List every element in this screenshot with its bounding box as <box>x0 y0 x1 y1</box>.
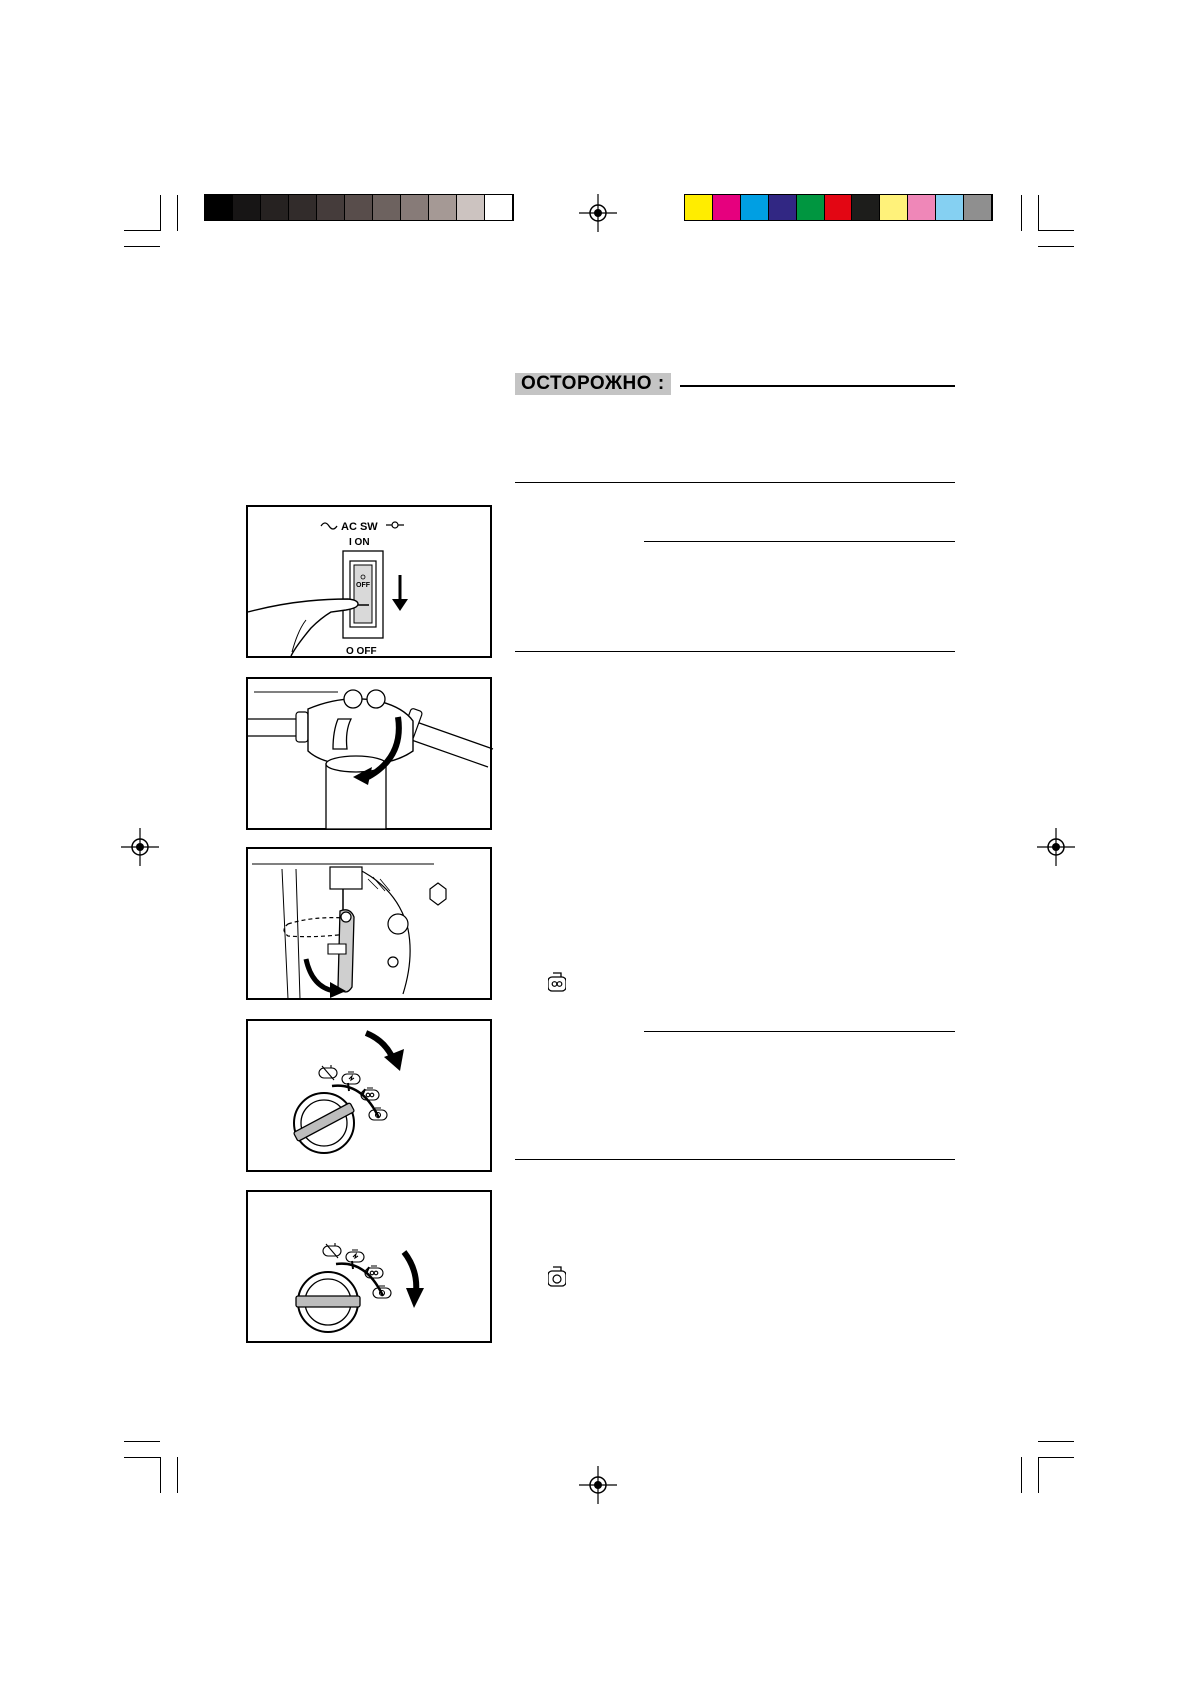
choke-symbol-icon <box>548 970 566 992</box>
color-swatch <box>936 195 964 220</box>
crop-mark-top-right-v1 <box>1021 195 1022 231</box>
gray-scale-bar <box>204 194 514 221</box>
gray-swatch <box>373 195 401 220</box>
figure-key-switch-2 <box>246 1190 492 1343</box>
gray-swatch <box>233 195 261 220</box>
crop-mark-bottom-left-h <box>124 1441 160 1442</box>
crop-mark-bottom-left-h2 <box>124 1457 160 1458</box>
registration-mark-bottom <box>579 1466 617 1504</box>
crop-mark-bottom-left-v1 <box>160 1457 161 1493</box>
crop-mark-bottom-right-v2 <box>1038 1457 1039 1493</box>
color-swatch <box>964 195 992 220</box>
figure-fuel-valve <box>246 677 492 830</box>
crop-mark-top-right-h2 <box>1038 246 1074 247</box>
subsection-rule-1 <box>644 541 955 542</box>
gray-swatch <box>317 195 345 220</box>
color-swatch <box>685 195 713 220</box>
crop-mark-bottom-right-v1 <box>1021 1457 1022 1493</box>
color-swatch <box>741 195 769 220</box>
run-symbol-icon <box>548 1264 566 1288</box>
figure-choke-lever <box>246 847 492 1000</box>
section-rule-2 <box>515 651 955 652</box>
gray-swatch <box>401 195 429 220</box>
color-swatch <box>908 195 936 220</box>
crop-mark-top-left-h <box>124 230 160 231</box>
section-rule-3 <box>515 1159 955 1160</box>
crop-mark-top-left-v1 <box>160 195 161 231</box>
color-swatch <box>713 195 741 220</box>
switch-off-label: O OFF <box>346 646 377 657</box>
switch-title: AC SW <box>341 521 378 533</box>
figure-key-switch-1 <box>246 1019 492 1172</box>
color-swatch <box>825 195 853 220</box>
gray-swatch <box>205 195 233 220</box>
crop-mark-top-left-h2 <box>124 246 160 247</box>
warning-label: ОСТОРОЖНО : <box>515 373 671 395</box>
color-calibration-bar <box>684 194 993 221</box>
color-swatch <box>880 195 908 220</box>
subsection-rule-2 <box>644 1031 955 1032</box>
color-swatch <box>797 195 825 220</box>
color-swatch <box>769 195 797 220</box>
registration-mark-right <box>1037 828 1075 866</box>
gray-swatch <box>485 195 513 220</box>
section-rule-1 <box>515 482 955 483</box>
registration-mark-top <box>579 194 617 232</box>
color-swatch <box>852 195 880 220</box>
crop-mark-bottom-left-v2 <box>177 1457 178 1493</box>
registration-mark-left <box>121 828 159 866</box>
crop-mark-top-right-v2 <box>1038 195 1039 231</box>
gray-swatch <box>345 195 373 220</box>
gray-swatch <box>429 195 457 220</box>
crop-mark-bottom-right-h <box>1038 1441 1074 1442</box>
gray-swatch <box>457 195 485 220</box>
figure-ac-switch <box>246 505 492 658</box>
crop-mark-top-right-h <box>1038 230 1074 231</box>
warning-rule <box>680 385 955 387</box>
switch-on-label: I ON <box>349 537 370 548</box>
crop-mark-top-left-v2 <box>177 195 178 231</box>
crop-mark-bottom-right-h2 <box>1038 1457 1074 1458</box>
gray-swatch <box>261 195 289 220</box>
gray-swatch <box>289 195 317 220</box>
switch-toggle-label: OFF <box>356 582 370 589</box>
